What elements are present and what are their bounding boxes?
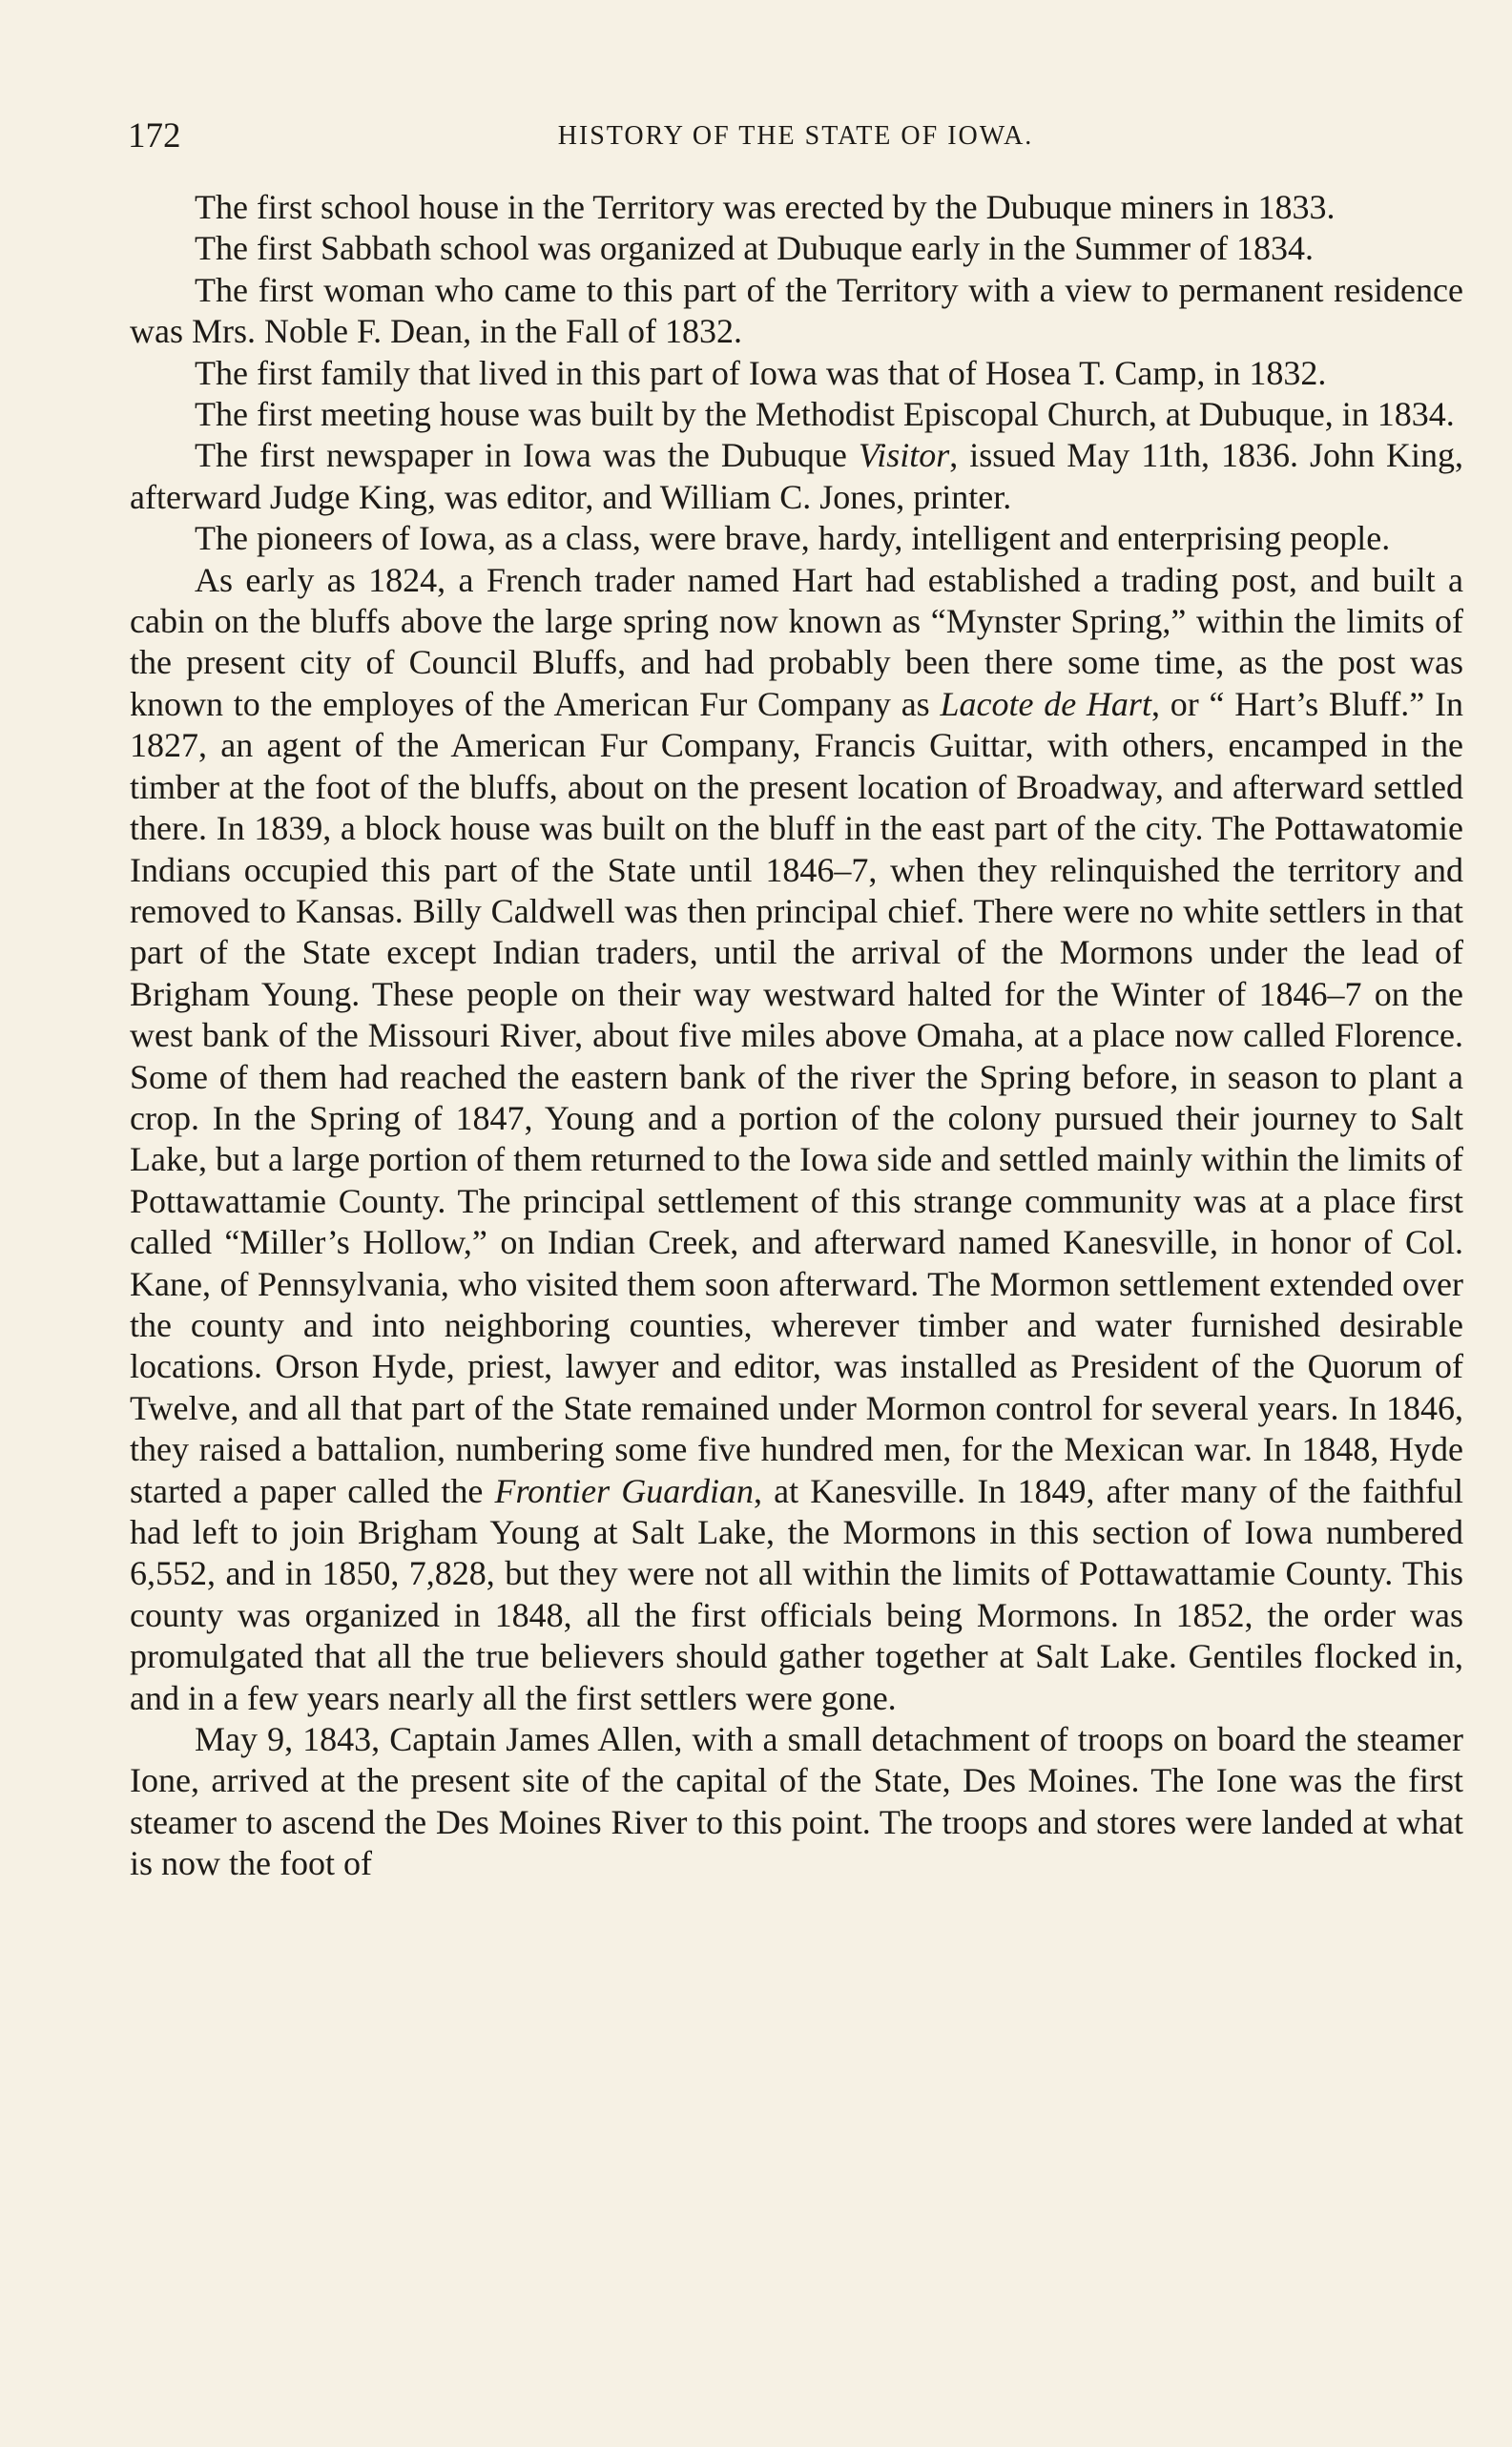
paragraph-first-family: The first family that lived in this part of Iowa was that of Hosea T. Camp, in 1832. [195, 353, 1327, 392]
running-head [128, 113, 1463, 160]
newspaper-title: Frontier Guardian [494, 1471, 754, 1510]
paragraph-text: The first newspaper in Iowa was the Dubuque [195, 436, 859, 475]
newspaper-title: Visitor [858, 436, 950, 475]
paragraph-first-newspaper [130, 435, 1463, 518]
paragraph-des-moines: May 9, 1843, Captain James Allen, with a small detachment of troops on board the steamer Ione, arrived at the present site of the capital of the State, Des Moines. The Ione was the first steamer to ascend the Des Moines River to this point. The troops and stores were landed at what is now the foot of [130, 1720, 1463, 1883]
paragraph-first-school-house: The first school house in the Territory was erected by the Dubuque miners in 1833. [195, 188, 1336, 226]
paragraph-text: , issued May 11th, 1836. John King, afterward Judge King, was editor, and William C. Jones, printer. [130, 436, 1463, 516]
paragraph-first-woman: The first woman who came to this part of the Territory with a view to permanent residence was Mrs. Noble F. Dean, in the Fall of 1832. [130, 270, 1463, 351]
paragraph-first-meeting-house: The first meeting house was built by the Methodist Episcopal Church, at Dubuque, in 1834. [195, 395, 1455, 434]
body-text [130, 187, 1463, 1885]
running-title: HISTORY OF THE STATE OF IOWA. [557, 121, 1034, 151]
paragraph-council-bluffs [130, 560, 1463, 1719]
paragraph-pioneers: The pioneers of Iowa, as a class, were brave, hardy, intelligent and enterprising people. [195, 519, 1391, 558]
paragraph-text: , or “ Hart’s Bluff.” In 1827, an agent of the American Fur Company, Francis Guittar, with others, encamped in the timber at the foot of the bluffs, about on the present location of Broadway, and afterward settled there. In 1839, a block house was built on the bluff in the east part of the city. The Pottawatomie Indians occupied this part of the State until 1846–7, when they relinquished the territory and removed to Kansas. Billy Caldwell was then principal chief. There were no white settlers in that part of the State except Indian traders, until the arrival of the Mormons under the lead of Brigham Young. These people on their way westward halted for the Winter of 1846–7 on the west bank of the Missouri River, about five miles above Omaha, at a place now called Florence. Some of them had reached the eastern bank of the river the Spring before, in season to plant a crop. In the Spring of 1847, Young and a portion of the colony pursued their journey to Salt Lake, but a large portion of them returned to the Iowa side and settled mainly within the limits of Pottawattamie County. The principal settlement of this strange community was at a place first called “Miller’s Hollow,” on Indian Creek, and afterward named Kanesville, in honor of Col. Kane, of Pennsylvania, who visited them soon afterward. The Mormon settlement extended over the county and into neighboring counties, wherever timber and water furnished desirable locations. Orson Hyde, priest, lawyer and editor, was installed as President of the Quorum of Twelve, and all that part of the State remained under Mormon control for several years. In 1846, they raised a battalion, numbering some five hundred men, for the Mexican war. In 1848, Hyde started a paper called the [130, 684, 1464, 1510]
paragraph-text: , at Kanesville. In 1849, after many of the faithful had left to join Brigham Young at Salt Lake, the Mormons in this section of Iowa numbered 6,552, and in 1850, 7,828, but they were not all within the limits of Pottawattamie County. This county was organized in 1848, all the first officials being Mormons. In 1852, the order was promulgated that all the true believers should gather together at Salt Lake. Gentiles flocked in, and in a few years nearly all the first settlers were gone. [130, 1471, 1463, 1717]
page-number: 172 [128, 116, 181, 156]
paragraph-text: As early as 1824, a French trader named Hart had established a trading post, and built a cabin on the bluffs above the large spring now known as “Mynster Spring,” within the limits of the present city of Council Bluffs, and had probably been there some time, as the post was known to the employes of the American Fur Company as [130, 560, 1463, 723]
place-name-italic: Lacote de Hart [940, 684, 1151, 723]
paragraph-first-sabbath-school: The first Sabbath school was organized at Dubuque early in the Summer of 1834. [195, 229, 1315, 268]
